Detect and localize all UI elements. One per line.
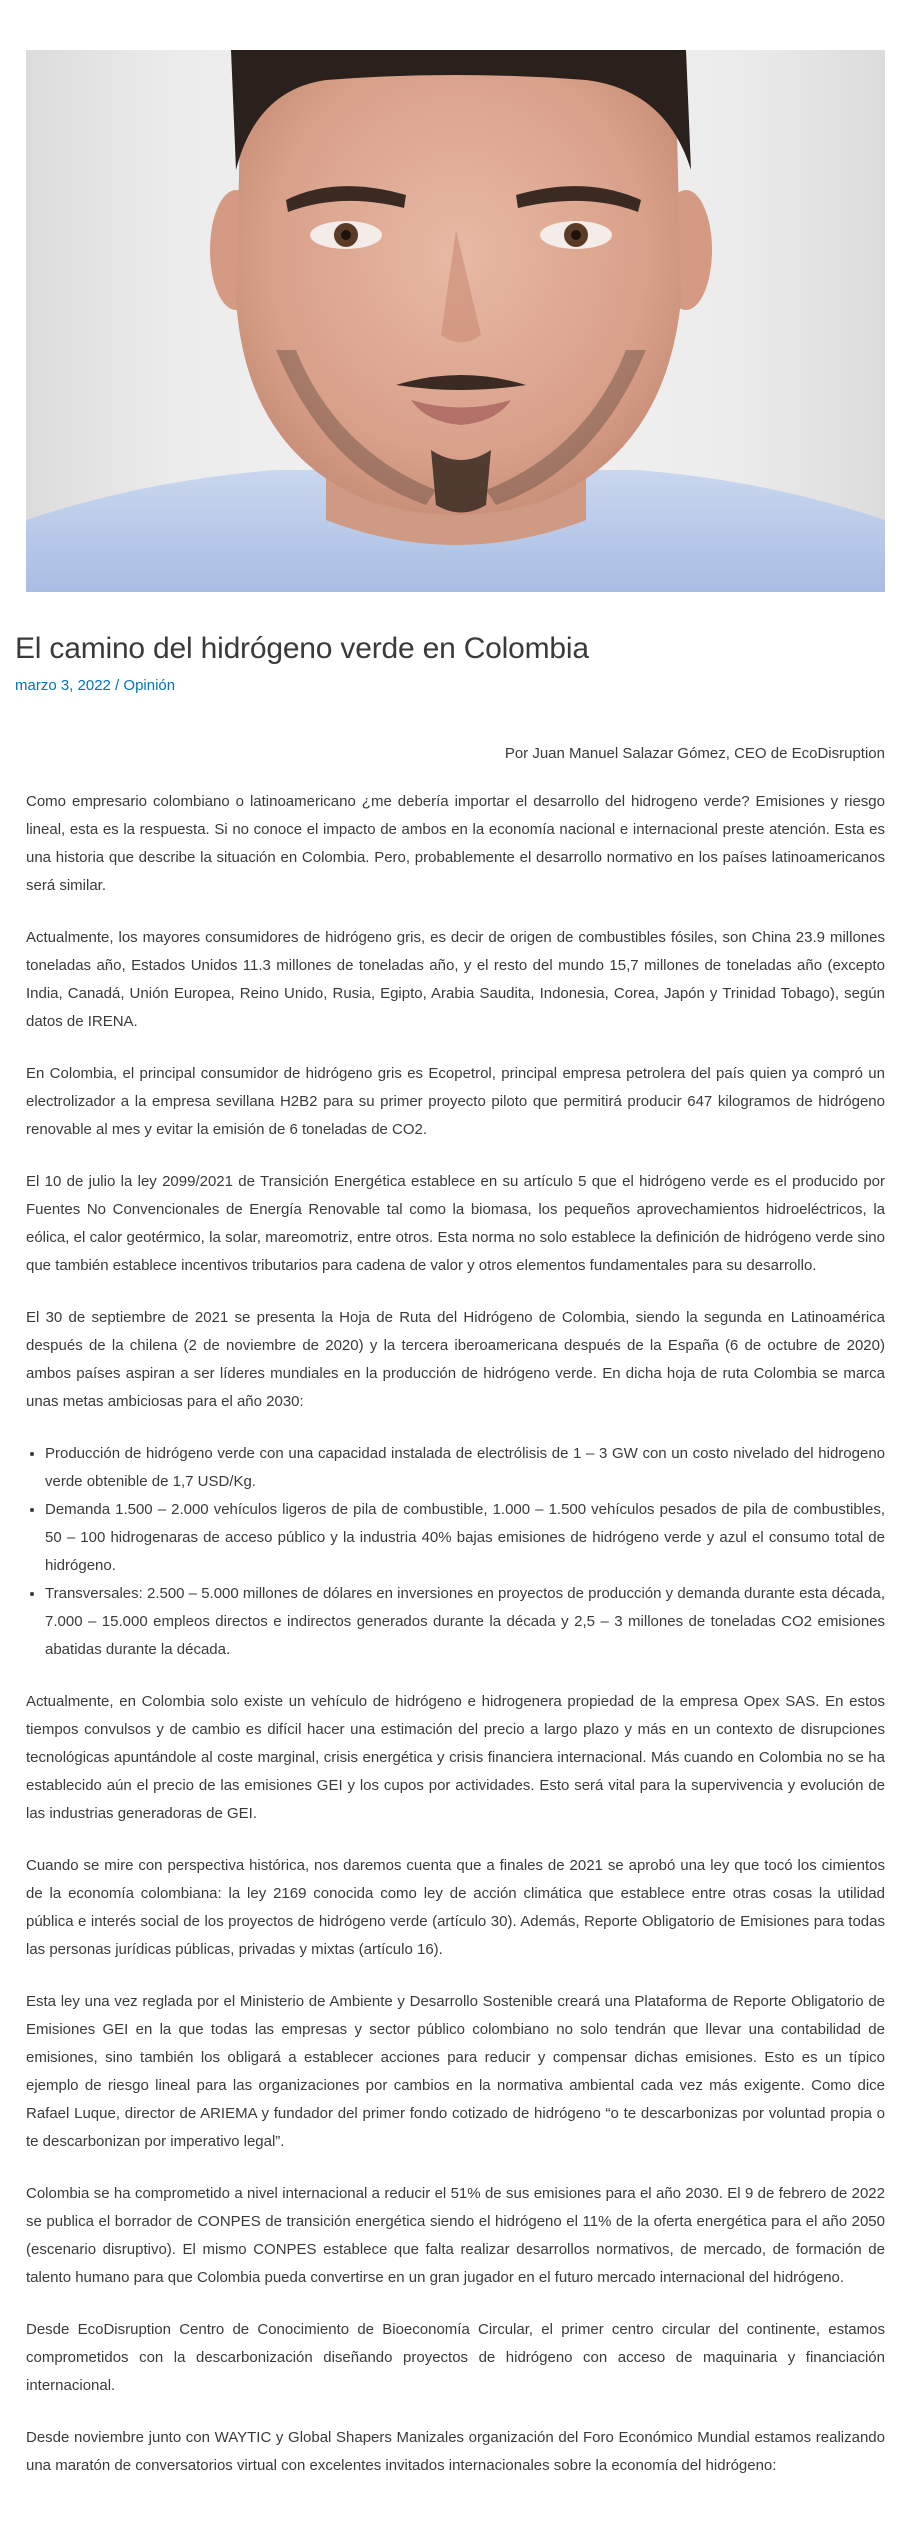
post-title: El camino del hidrógeno verde en Colombia xyxy=(15,632,589,665)
author-portrait xyxy=(26,50,885,592)
paragraph: En Colombia, el principal consumidor de hidrógeno gris es Ecopetrol, principal empresa petrolera del país quien ya compró un electrolizador a la empresa sevillana H2B2 para su primer proyecto piloto que permitirá producir 647 kilogramos de hidrógeno renovable al mes y evitar la emisión de 6 toneladas de CO2. xyxy=(26,1065,885,1138)
paragraph: Desde EcoDisruption Centro de Conocimiento de Bioeconomía Circular, el primer centro circular del continente, estamos comprometidos con la descarbonización diseñando proyectos de hidrógeno con acceso de maquinaria y financiación internacional. xyxy=(26,2321,885,2394)
paragraph: Actualmente, los mayores consumidores de hidrógeno gris, es decir de origen de combustibles fósiles, son China 23.9 millones toneladas año, Estados Unidos 11.3 millones de toneladas año, y el resto del mundo 15,7 millones de toneladas año (excepto India, Canadá, Unión Europea, Reino Unido, Rusia, Egipto, Arabia Saudita, Indonesia, Corea, Japón y Trinidad Tobago), según datos de IRENA. xyxy=(26,929,885,1030)
paragraph: El 30 de septiembre de 2021 se presenta la Hoja de Ruta del Hidrógeno de Colombia, siendo la segunda en Latinoamérica después de la chilena (2 de noviembre de 2020) y la tercera iberoamericana después de la España (6 de octubre de 2020) ambos países aspiran a ser líderes mundiales en la producción de hidrógeno verde. En dicha hoja de ruta Colombia se marca unas metas ambiciosas para el año 2030: xyxy=(26,1309,885,1410)
featured-image xyxy=(26,50,885,592)
post-byline: Por Juan Manuel Salazar Gómez, CEO de EcoDisruption xyxy=(504,745,885,762)
list-item: • Transversales: 2.500 – 5.000 millones de dólares en inversiones en proyectos de producción y demanda durante esta década, 7.000 – 15.000 empleos directos e indirectos generados durante la década y 2,5 – 3 millones de toneladas CO2 emisiones abatidas durante la década. xyxy=(45,1580,885,1664)
paragraph: Actualmente, en Colombia solo existe un vehículo de hidrógeno e hidrogenera propiedad de la empresa Opex SAS. En estos tiempos convulsos y de cambio es difícil hacer una estimación del precio a largo plazo y más en un contexto de disrupciones tecnológicas apuntándole al coste marginal, crisis energética y crisis financiera internacional. Más cuando en Colombia no se ha establecido aún el precio de las emisiones GEI y los cupos por actividades. Esto será vital para la supervivencia y evolución de las industrias generadoras de GEI. xyxy=(26,1693,885,1822)
paragraph: Desde noviembre junto con WAYTIC y Global Shapers Manizales organización del Foro Económico Mundial estamos realizando una maratón de conversatorios virtual con excelentes invitados internacionales sobre la economía del hidrógeno: xyxy=(26,2429,885,2474)
post-date-link[interactable]: marzo 3, 2022 xyxy=(15,677,111,694)
paragraph: Colombia se ha comprometido a nivel internacional a reducir el 51% de sus emisiones para el año 2030. El 9 de febrero de 2022 se publica el borrador de CONPES de transición energética siendo el hidrógeno el 11% de la oferta energética para el año 2050 (escenario disruptivo). El mismo CONPES establece que falta realizar desarrollos normativos, de mercado, de formación de talento humano para que Colombia pueda convertirse en un gran jugador en el futuro mercado internacional del hidrógeno. xyxy=(26,2185,885,2286)
goals-list xyxy=(26,1440,885,1664)
list-item: • Producción de hidrógeno verde con una capacidad instalada de electrólisis de 1 – 3 GW con un costo nivelado del hidrogeno verde obtenible de 1,7 USD/Kg. xyxy=(45,1440,885,1496)
paragraph: Esta ley una vez reglada por el Ministerio de Ambiente y Desarrollo Sostenible creará una Plataforma de Reporte Obligatorio de Emisiones GEI en la que todas las empresas y sector público colombiano no solo tendrán que llevar una contabilidad de emisiones, sino también los obligará a establecer acciones para reducir y compensar dichas emisiones. Esto es un típico ejemplo de riesgo lineal para las organizaciones por cambios en la normativa ambiental cada vez más exigente. Como dice Rafael Luque, director de ARIEMA y fundador del primer fondo cotizado de hidrógeno “o te descarbonizas por voluntad propia o te descarbonizan por imperativo legal”. xyxy=(26,1993,885,2150)
paragraph: Como empresario colombiano o latinoamericano ¿me debería importar el desarrollo del hidrogeno verde? Emisiones y riesgo lineal, esta es la respuesta. Si no conoce el impacto de ambos en la economía nacional e internacional preste atención. Esta es una historia que describe la situación en Colombia. Pero, probablemente el desarrollo normativo en los países latinoamericanos será similar. xyxy=(26,793,885,894)
paragraph: El 10 de julio la ley 2099/2021 de Transición Energética establece en su artículo 5 que el hidrógeno verde es el producido por Fuentes No Convencionales de Energía Renovable tal como la biomasa, los pequeños aprovechamientos hidroeléctricos, la eólica, el calor geotérmico, la solar, mareomotriz, entre otros. Esta norma no solo establece la definición de hidrógeno verde sino que también establece incentivos tributarios para cadena de valor y otros elementos fundamentales para su desarrollo. xyxy=(26,1173,885,1274)
post-content xyxy=(26,740,885,2504)
post-category-link[interactable]: Opinión xyxy=(123,677,176,694)
paragraph: Cuando se mire con perspectiva histórica, nos daremos cuenta que a finales de 2021 se aprobó una ley que tocó los cimientos de la economía colombiana: la ley 2169 conocida como ley de acción climática que establece entre otras cosas la utilidad pública e interés social de los proyectos de hidrógeno verde (artículo 30). Además, Reporte Obligatorio de Emisiones para todas las personas jurídicas públicas, privadas y mixtas (artículo 16). xyxy=(26,1857,885,1958)
list-item: • Demanda 1.500 – 2.000 vehículos ligeros de pila de combustible, 1.000 – 1.500 vehículos pesados de pila de combustibles, 50 – 100 hidrogenaras de acceso público y la industria 40% bajas emisiones de hidrógeno verde y azul el consumo total de hidrógeno. xyxy=(45,1496,885,1580)
post-meta xyxy=(15,677,175,694)
meta-separator: / xyxy=(110,677,124,694)
